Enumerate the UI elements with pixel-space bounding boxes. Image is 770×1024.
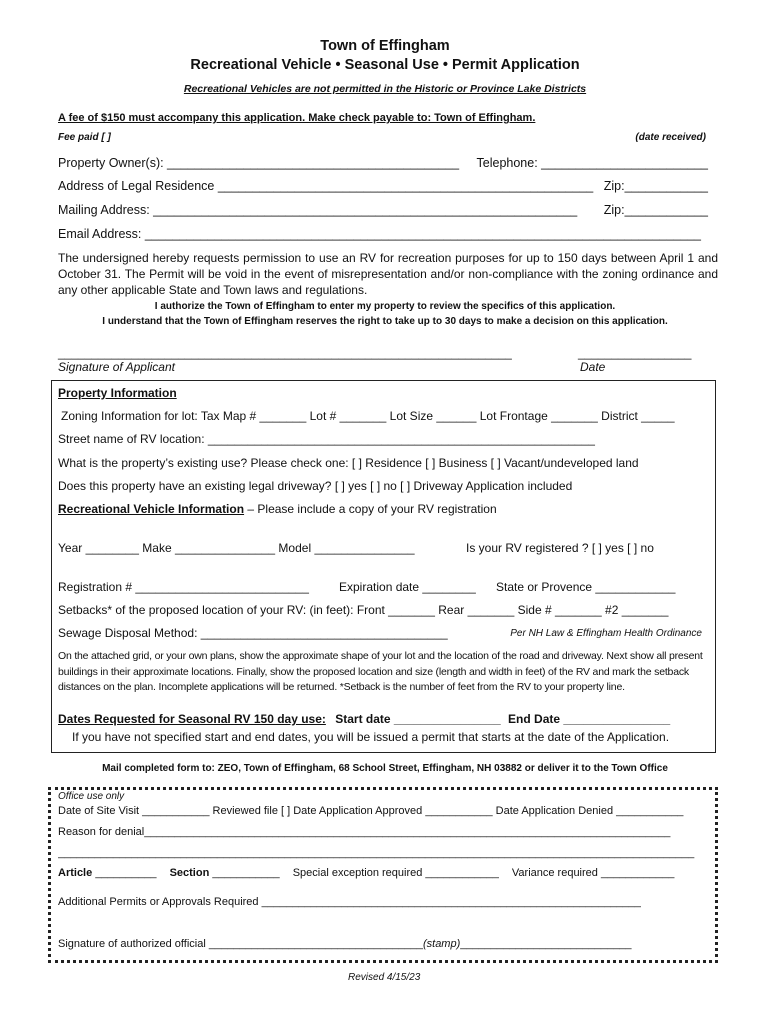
mailing-zip-field[interactable]: Zip:____________ [603, 203, 708, 217]
mail-instructions: Mail completed form to: ZEO, Town of Effingham, 68 School Street, Effingham, NH 03882 or deliver it to the Town Office [102, 763, 668, 774]
stamp-line[interactable]: ____________________________ [460, 938, 632, 950]
fee-paid-checkbox[interactable]: Fee paid [ ] [58, 132, 111, 143]
reason-for-denial-field[interactable]: Reason for denial______________________________________________________________________________________ [58, 826, 671, 838]
year-make-model-fields[interactable]: Year ________ Make _______________ Model _______________ [58, 541, 415, 555]
email-field[interactable]: Email Address: ________________________________________________________________________________ [58, 227, 701, 241]
form-subtitle: Recreational Vehicle • Seasonal Use • Permit Application [190, 57, 580, 73]
property-owner-field[interactable]: Property Owner(s): __________________________________________ [58, 156, 460, 170]
registration-number-field[interactable]: Registration # __________________________ [58, 580, 309, 594]
revision-date: Revised 4/15/23 [348, 972, 421, 983]
site-visit-fields[interactable]: Date of Site Visit ___________ Reviewed file [ ] Date Application Approved ___________ Date Application Denied ___________ [58, 805, 684, 817]
applicant-signature-line[interactable]: ____________________________________________________________________ [58, 346, 512, 360]
existing-use-checkboxes[interactable]: What is the property’s existing use? Please check one: [ ] Residence [ ] Business [ ] Vacant/undeveloped land [58, 456, 639, 470]
signature-label: Signature of Applicant [58, 360, 175, 374]
page-title: Town of Effingham [320, 38, 450, 54]
rv-information-heading: Recreational Vehicle Information [58, 502, 245, 516]
fee-notice: A fee of $150 must accompany this application. Make check payable to: Town of Effingham. [58, 112, 536, 124]
reserve-statement: I understand that the Town of Effingham reserves the right to take up to 30 days to make a decision on this application. [102, 316, 668, 327]
office-use-label: Office use only [58, 791, 125, 802]
telephone-field[interactable]: Telephone: ________________________ [476, 156, 708, 170]
zoning-info-fields[interactable]: Zoning Information for lot: Tax Map # _______ Lot # _______ Lot Size ______ Lot Frontage _______ District _____ [61, 409, 675, 423]
article-label: Article [58, 867, 93, 879]
district-notice: Recreational Vehicles are not permitted in the Historic or Province Lake Districts [183, 83, 587, 95]
section-field[interactable]: ___________ [212, 867, 280, 879]
authorized-signature-field[interactable]: Signature of authorized official ___________________________________ [58, 938, 423, 950]
applicant-date-line[interactable]: _________________ [578, 346, 692, 360]
start-date-field[interactable]: Start date ________________ [335, 712, 501, 726]
date-label: Date [580, 360, 606, 374]
sewage-disposal-field[interactable]: Sewage Disposal Method: _____________________________________ [58, 626, 448, 640]
state-province-field[interactable]: State or Provence ____________ [496, 580, 676, 594]
end-date-field[interactable]: End Date ________________ [508, 712, 671, 726]
street-name-field[interactable]: Street name of RV location: __________________________________________________________ [58, 432, 595, 446]
site-plan-instructions: On the attached grid, or your own plans, show the approximate shape of your lot and the location of the road and driveway. Next show all present buildings in their approximate locations. Finally, show the proposed location and size (length and width in feet) of the RV and mark the setback distances on the plan. Incomplete applications will be returned. *Setback is the number of feet from the RV to your property line. [58, 650, 703, 693]
setbacks-fields[interactable]: Setbacks* of the proposed location of your RV: (in feet): Front _______ Rear _______ Side # _______ #2 _______ [58, 603, 669, 617]
reason-continuation-line[interactable]: ________________________________________________________________________________________________________ [58, 847, 695, 859]
section-label: Section [169, 867, 210, 879]
additional-permits-field[interactable]: Additional Permits or Approvals Required ______________________________________________________________ [58, 896, 641, 908]
sewage-law-note: Per NH Law & Effingham Health Ordinance [510, 628, 702, 639]
mailing-address-field[interactable]: Mailing Address: _____________________________________________________________ [58, 203, 578, 217]
date-received-label: (date received) [635, 132, 706, 143]
request-statement: The undersigned hereby requests permission to use an RV for recreation purposes for up to 150 days between April 1 and October 31. The Permit will be void in the event of misrepresentation and/or non-compliance with the zoning ordinance and any other applicable State and Town laws and regulations. [58, 251, 718, 297]
driveway-checkboxes[interactable]: Does this property have an existing legal driveway? [ ] yes [ ] no [ ] Driveway Application included [58, 479, 573, 493]
rv-registered-checkboxes[interactable]: Is your RV registered ? [ ] yes [ ] no [466, 541, 654, 555]
rv-registration-note: – Please include a copy of your RV registration [244, 502, 497, 516]
dates-note: If you have not specified start and end dates, you will be issued a permit that starts at the date of the Application. [72, 730, 670, 744]
dates-requested-label: Dates Requested for Seasonal RV 150 day use: [58, 712, 326, 726]
stamp-label: (stamp) [422, 938, 461, 950]
expiration-date-field[interactable]: Expiration date ________ [339, 580, 476, 594]
special-exception-field[interactable]: Special exception required ____________ [292, 867, 499, 879]
variance-field[interactable]: Variance required ____________ [511, 867, 675, 879]
legal-residence-field[interactable]: Address of Legal Residence ______________________________________________________ [58, 179, 594, 193]
article-field[interactable]: __________ [95, 867, 157, 879]
residence-zip-field[interactable]: Zip:____________ [603, 179, 708, 193]
property-information-heading: Property Information [58, 386, 177, 400]
authorize-statement: I authorize the Town of Effingham to enter my property to review the specifics of this application. [154, 301, 616, 312]
